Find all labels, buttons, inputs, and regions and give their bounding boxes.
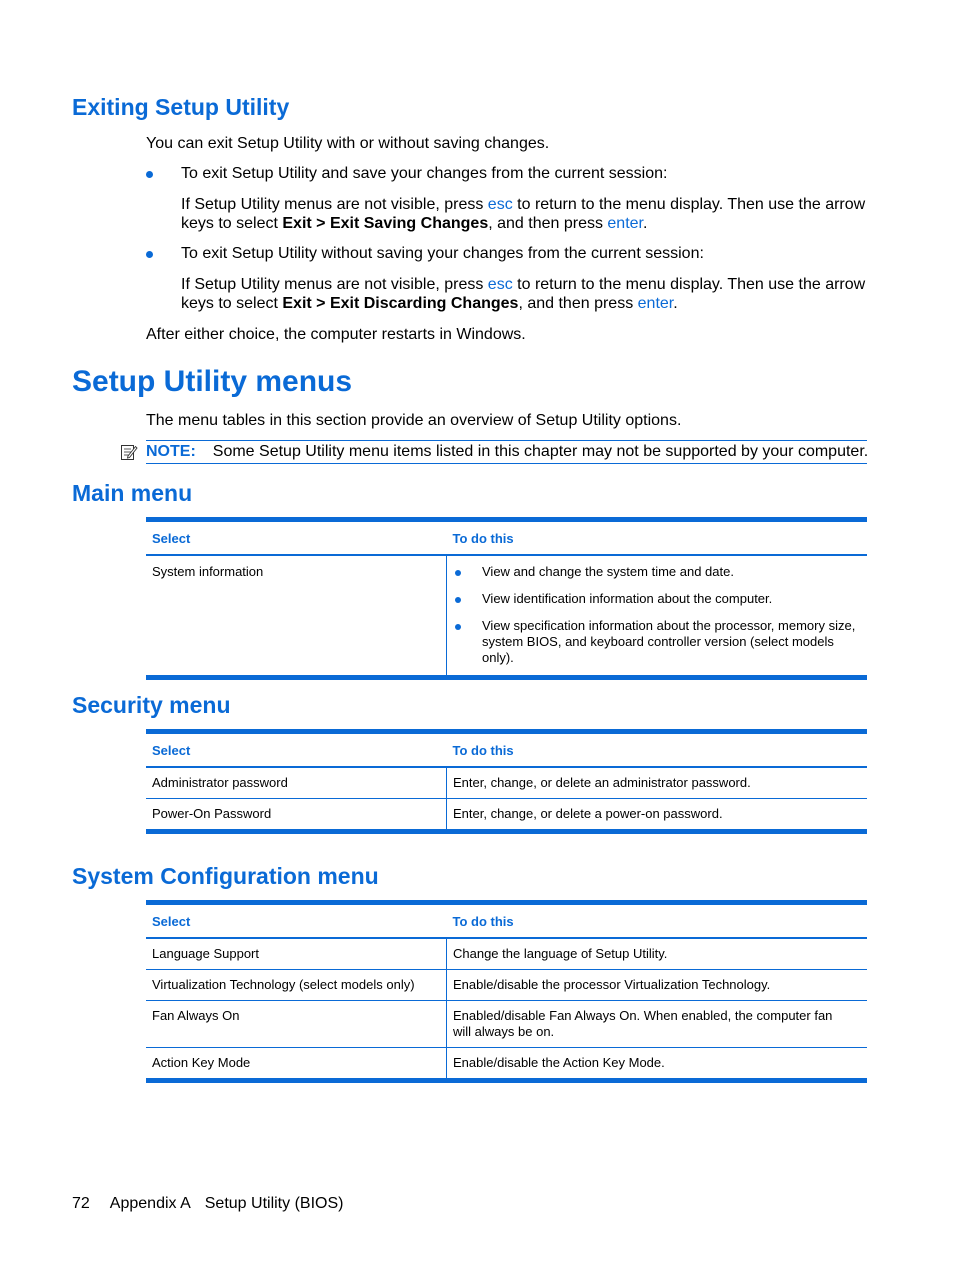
bullet-icon	[146, 171, 153, 178]
table-cell-todo: Enable/disable the processor Virtualization Technology.	[447, 970, 868, 1001]
column-header-select: Select	[146, 520, 447, 556]
column-header-todo: To do this	[447, 520, 868, 556]
table-cell-todo: Enter, change, or delete an administrator password.	[447, 767, 868, 799]
table-row	[146, 555, 867, 678]
table-cell-select: Power-On Password	[146, 799, 447, 832]
section-heading-system-configuration-menu: System Configuration menu	[72, 863, 379, 889]
column-header-select: Select	[146, 732, 447, 768]
page-footer	[72, 1194, 343, 1213]
table-row	[146, 1048, 867, 1081]
column-header-select: Select	[146, 903, 447, 939]
table-cell-select: Fan Always On	[146, 1001, 447, 1048]
exiting-intro: You can exit Setup Utility with or without saving changes.	[146, 135, 550, 152]
list-item: View specification information about the processor, memory size, system BIOS, and keyboard controller version (select models only).	[453, 618, 861, 666]
list-item: View identification information about the computer.	[453, 591, 861, 607]
note-pencil-icon	[120, 443, 138, 461]
key-enter: enter	[607, 215, 643, 232]
page-number: 72	[72, 1195, 90, 1212]
table-row	[146, 938, 867, 970]
section-heading-exiting: Exiting Setup Utility	[72, 94, 290, 120]
section-heading-security-menu: Security menu	[72, 692, 231, 718]
bullet-icon	[455, 570, 461, 576]
footer-chapter: Appendix A	[109, 1195, 191, 1212]
table-row	[146, 799, 867, 832]
footer-title: Setup Utility (BIOS)	[204, 1195, 344, 1212]
table-cell-select: Administrator password	[146, 767, 447, 799]
list-item: View and change the system time and date.	[453, 564, 861, 580]
bullet2-instructions: If Setup Utility menus are not visible, press esc to return to the menu display. Then use the arrow keys to select Exit > Exit Discarding Changes, and then press enter.	[181, 276, 866, 312]
table-row	[146, 767, 867, 799]
column-header-todo: To do this	[447, 732, 868, 768]
column-header-todo: To do this	[447, 903, 868, 939]
key-esc: esc	[487, 196, 513, 213]
table-cell-todo: Enable/disable the Action Key Mode.	[447, 1048, 868, 1081]
security-menu-table	[146, 729, 867, 834]
bullet1-text: To exit Setup Utility and save your changes from the current session:	[181, 165, 668, 182]
table-cell-todo: Enabled/disable Fan Always On. When enabled, the computer fan will always be on.	[447, 1001, 868, 1048]
table-cell-select: Virtualization Technology (select models only)	[146, 970, 447, 1001]
system-configuration-menu-table	[146, 900, 867, 1083]
table-cell-select: Language Support	[146, 938, 447, 970]
table-cell-todo	[447, 555, 868, 678]
bullet-icon	[455, 624, 461, 630]
table-cell-todo: Enter, change, or delete a power-on password.	[447, 799, 868, 832]
bullet-icon	[455, 597, 461, 603]
menu-path: Exit > Exit Saving Changes	[282, 215, 489, 232]
menu-path: Exit > Exit Discarding Changes	[282, 295, 519, 312]
note-label: NOTE:	[146, 443, 196, 460]
menus-intro: The menu tables in this section provide an overview of Setup Utility options.	[146, 412, 682, 429]
note-text: NOTE: Some Setup Utility menu items listed in this chapter may not be supported by your computer.	[146, 443, 869, 460]
table-row	[146, 1001, 867, 1048]
table-cell-select: System information	[146, 555, 447, 678]
section-heading-main-menu: Main menu	[72, 480, 193, 506]
page-title: Setup Utility menus	[72, 365, 353, 398]
table-cell-select: Action Key Mode	[146, 1048, 447, 1081]
table-row	[146, 970, 867, 1001]
key-esc: esc	[487, 276, 513, 293]
key-enter: enter	[637, 295, 674, 312]
main-menu-table	[146, 517, 867, 680]
bullet2-text: To exit Setup Utility without saving your changes from the current session:	[181, 245, 704, 262]
bullet1-instructions: If Setup Utility menus are not visible, press esc to return to the menu display. Then use the arrow keys to select Exit > Exit Saving Changes, and then press enter.	[181, 196, 866, 232]
bullet-icon	[146, 251, 153, 258]
table-cell-todo: Change the language of Setup Utility.	[447, 938, 868, 970]
exiting-after: After either choice, the computer restarts in Windows.	[146, 326, 526, 343]
